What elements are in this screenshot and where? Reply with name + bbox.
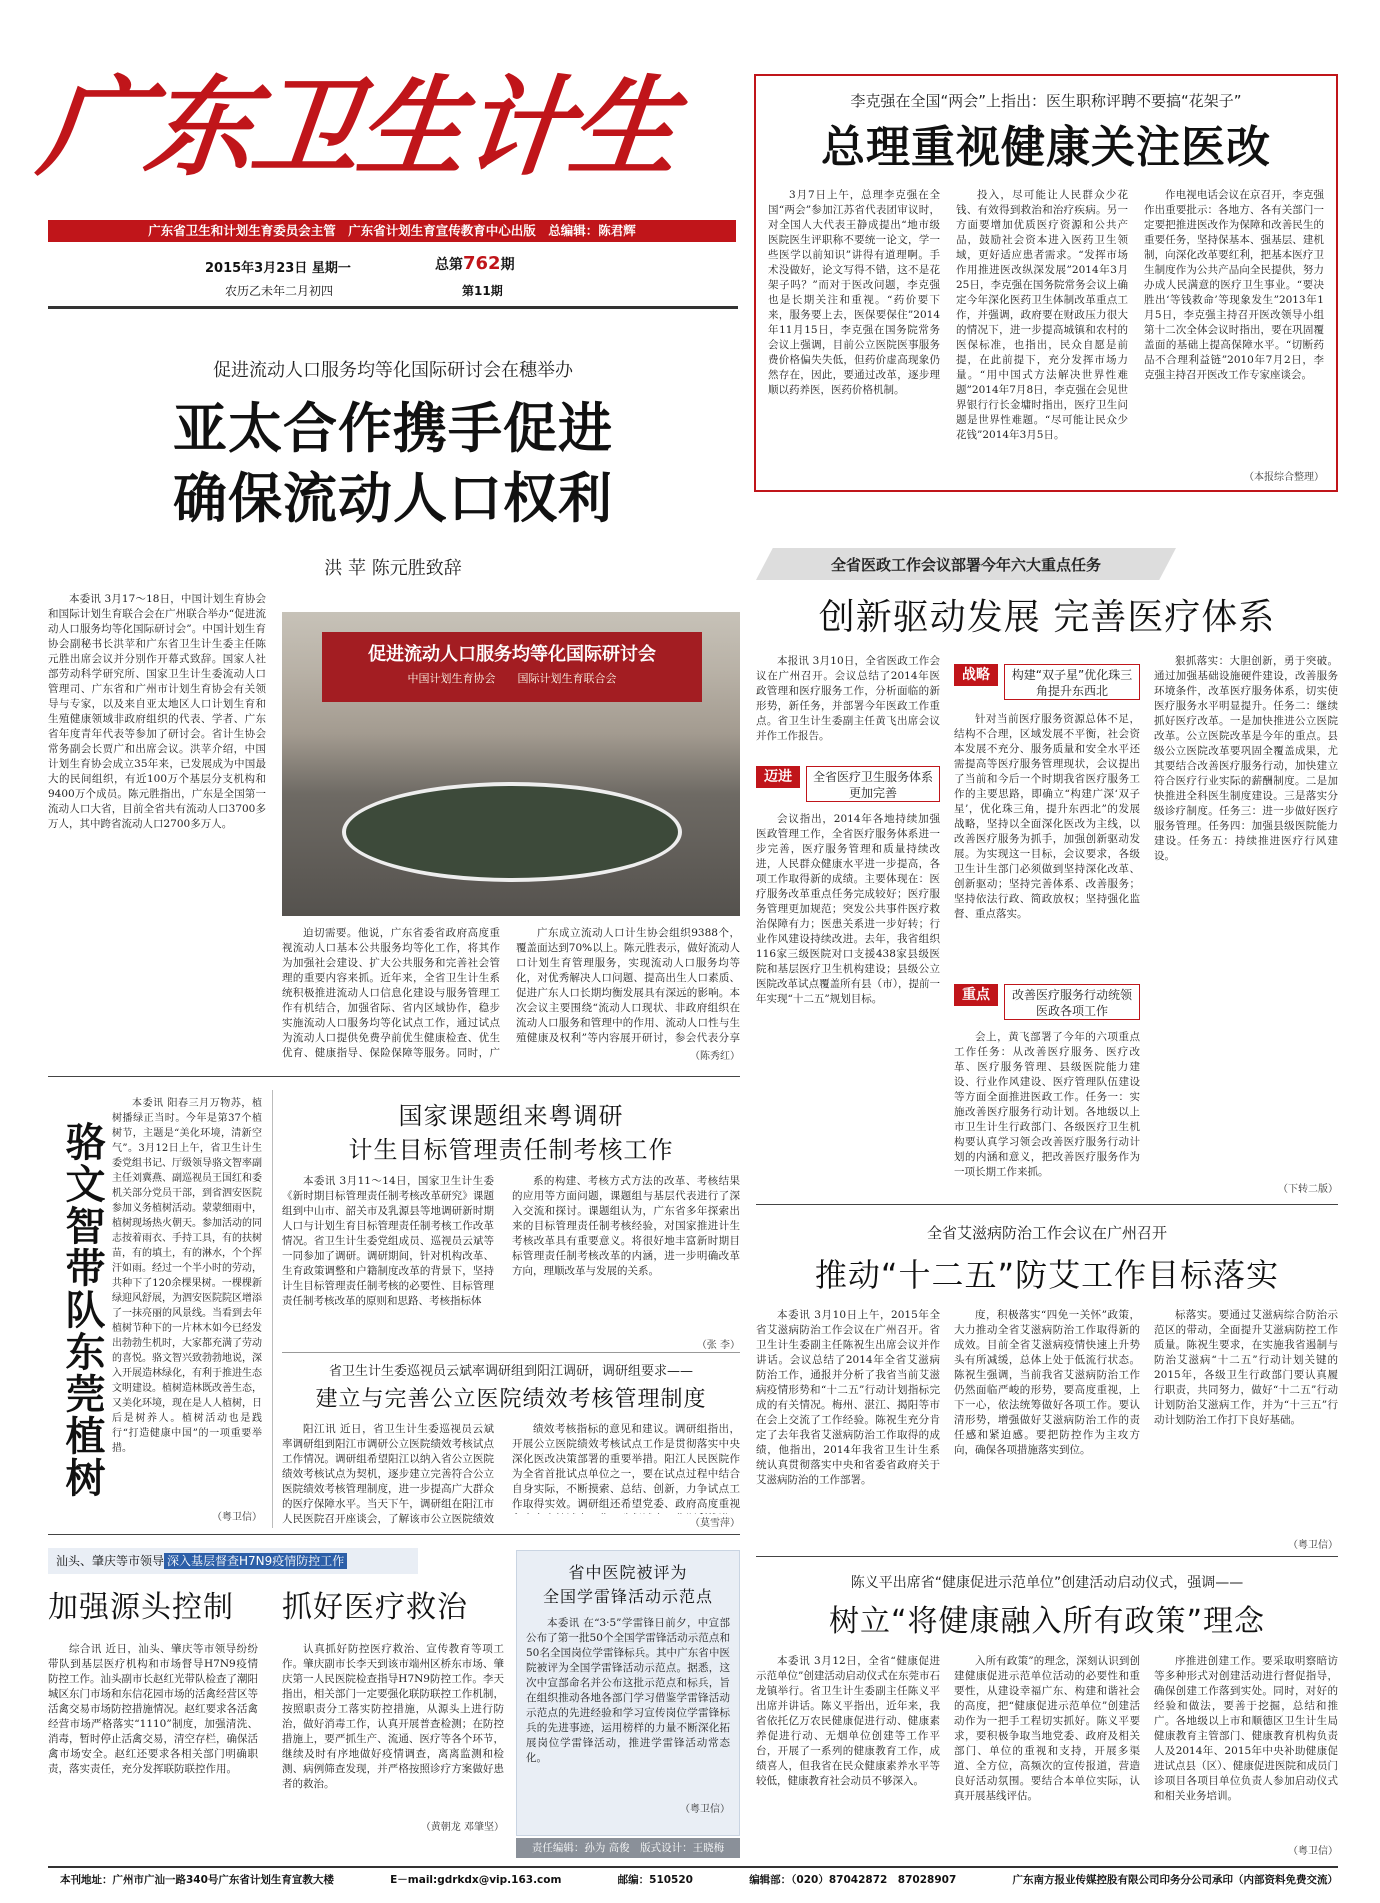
health-col2-text: 入所有政策”的理念，深刻认识到创建健康促进示范单位活动的必要性和重要性，从建设幸福广东、构建和谐社会的高度，把“健康促进示范单位”创建活动作为一把手工程切实抓好。陈义平要求，要积极争取当地党委、政府及相关部门、单位的重视和支持，开展多渠道、全方位，高频次的宣传报道，营造良好活动氛围。要结合本单位实际，认真开展基线评估。 xyxy=(954,1655,1140,1802)
divider xyxy=(48,1076,740,1077)
medical-col3 xyxy=(1154,654,1338,1176)
footer-printer: 广东南方报业传媒控股有限公司印务分公司承印（内部资料免费交流） xyxy=(1012,1874,1338,1886)
footer-email[interactable]: E－mail:gdrkdx@vip.163.com xyxy=(390,1874,562,1886)
lead-story-col3 xyxy=(516,926,740,1044)
h7n9-headline-right: 抓好医疗救治 xyxy=(282,1590,468,1625)
lead-story-col2 xyxy=(282,926,500,1062)
lead-story-headline-2: 确保流动人口权利 xyxy=(173,467,613,530)
h7n9-col1 xyxy=(48,1642,258,1834)
health-col2 xyxy=(954,1654,1140,1858)
top-story-col1 xyxy=(768,188,940,478)
footer-phone: 编辑部：（020）87042872 87028907 xyxy=(749,1874,957,1886)
health-col1 xyxy=(756,1654,940,1858)
leifeng-body xyxy=(526,1616,730,1798)
kpi-story-headline-2: 计生目标管理责任制考核工作 xyxy=(348,1136,674,1164)
lead-story-sign: （陈秀红） xyxy=(690,1051,740,1062)
lead-story-col3-text: 广东成立流动人口计生协会组织9388个，覆盖面达到70%以上。陈元胜表示，做好流动人口计划生育管理服务，实现流动人口服务均等化，对优秀解决人口问题、提高出生人口素质、促进广东人口长期均衡发展具有深远的影响。本次会议主要围绕“流动人口现状、非政府组织在流动人口服务和管理中的作用、流动人口性与生殖健康及权利”等内容展开研讨，参会代表分享 xyxy=(516,927,740,1044)
medical-tag-3: 重点 xyxy=(954,984,998,1006)
issue-no: 762 xyxy=(463,253,501,274)
top-story-col2-text: 投入，尽可能让人民群众少花钱、有效得到救治和治疗疾病。另一方面要增加优质医疗资源和公共产品，鼓励社会资本进入医药卫生领域，更好适应患者需求。“发挥市场作用推进医改纵深发展”2014年3月25日，李克强在国务院常务会议上确定今年深化医药卫生体制改革重点工作，并强调，政府要在财政压力很大的情况下，进一步提高城镇和农村的医保标准，也指出，民众自愿是前提，在此前提下，充分发挥市场力量。“用中国式方法解决世界性难题”2014年7月8日，李克强在会见世界银行行长金墉时指出，医疗卫生问题是世界性难题。“尽可能让民众少花钱”2014年3月5日。 xyxy=(956,189,1128,441)
leifeng-headline-1: 省中医院被评为 xyxy=(568,1563,688,1582)
medical-col2 xyxy=(954,712,1140,974)
lead-story-col1-text: 本委讯 3月17～18日，中国计划生育协会和国际计划生育联合会在广州联合举办“促进流动人口服务均等化国际研讨会”。中国计划生育协会副秘书长洪苹和广东省卫生计生委主任陈元胜出席会议并分别作开幕式致辞。国家人社部劳动科学研究所、国家卫生计生委流动人口管理司、广东省和广州市计划生育协会有关领导与专家，以及来自亚太地区人口计划生育和生殖健康领域非政府组织的代表、学者、广东省年度青年代表等参加了研讨会。省计生协会常务副会长贾广和出席会议。洪苹介绍，中国计划生育协会成立35年来，已发展成为中国最大的民间组织，有近100万个基层分支机构和9400万个成员。陈元胜指出，广东是全国第一流动人口大省，目前全省共有流动人口3700多万人，其中跨省流动人口2700多万人。 xyxy=(48,593,266,830)
h7n9-headline-left: 加强源头控制 xyxy=(48,1590,234,1625)
issue-date: 2015年3月23日 星期一 xyxy=(205,261,351,276)
photo-table xyxy=(342,782,682,882)
divider xyxy=(272,1090,273,1528)
leifeng-sign: （粤卫信） xyxy=(680,1804,730,1815)
side-story-headline-box xyxy=(48,1100,104,1520)
health-headline: 树立“将健康融入所有政策”理念 xyxy=(828,1604,1266,1639)
lead-story-byline: 洪 苹 陈元胜致辞 xyxy=(324,558,462,579)
perf-story-sign: （莫雪萍） xyxy=(690,1518,740,1529)
issue-suffix: 期 xyxy=(500,257,515,273)
masthead-title: 广东卫生计生 xyxy=(33,65,683,191)
medical-tag-3-text: 改善医疗服务行动统领医政各项工作 xyxy=(1004,984,1140,1020)
medical-tag-2: 战略 xyxy=(954,664,998,686)
divider xyxy=(282,1352,740,1353)
health-col3 xyxy=(1154,1654,1338,1840)
masthead-rule xyxy=(48,306,738,309)
perf-story-col2-text: 绩效考核指标的意见和建议。调研组指出，开展公立医院绩效考核试点工作是贯彻落实中央深化医改决策部署的重要举措。阳江人民医院作为全省首批试点单位之一，要在试点过程中结合自身实际，不断摸索、总结、创新，力争试点工作取得实效。调研组还希望党委、政府高度重视 xyxy=(512,1423,740,1510)
divider xyxy=(756,1556,1338,1557)
divider xyxy=(756,1204,1338,1205)
perf-story-col2 xyxy=(512,1422,740,1514)
aids-col3-text: 标落实。要通过艾滋病综合防治示范区的带动，全面提升艾滋病防控工作质量。陈祝生要求，在实施我省遏制与防治艾滋病“十二五”行动计划关键的2015年，各级卫生行政部门要认真履行职责，共同努力，做好“十二五”行动计划防治艾滋病工作，并为“十三五”行动计划防治工作打下良好基础。 xyxy=(1154,1309,1338,1426)
kpi-story-col2 xyxy=(512,1174,740,1334)
medical-col2b xyxy=(954,1030,1140,1196)
health-col3-text: 序推进创建工作。要采取明察暗访等多种形式对创建活动进行督促指导，确保创建工作落到实处。同时，对好的经验和做法，要善于挖掘，总结和推广。各地级以上市和顺德区卫生计生局健康教育主管部门、健康教育机构负责人及2014年、2015年中央补助健康促进试点县（区）、健康促进医院和成员门诊项目各项目单位负责人参加启动仪式和相关业务培训。 xyxy=(1154,1655,1338,1802)
medical-col1-text: 本报讯 3月10日，全省医政工作会议在广州召开。会议总结了2014年医政管理和医疗服务工作，分析面临的新形势，新任务，并部署今年医政工作重点。省卫生计生委副主任黄飞出席会议并作工作报告。 xyxy=(756,655,940,742)
aids-col2-text: 度，积极落实“四免一关怀”政策，大力推动全省艾滋病防治工作取得新的成效。目前全省艾滋病疫情快速上升势头有所减缓，总体上处于低流行状态。陈祝生强调，当前我省艾滋病防治工作仍然面临严峻的形势，要高度重视，上下一心，依法统筹做好各项工作。要认清形势，增强做好艾滋病防治工作的责任感和紧迫感。要把防控作为主攻方向，确保各项措施落实到位。 xyxy=(954,1309,1140,1456)
photo-banner-text: 促进流动人口服务均等化国际研讨会 xyxy=(368,644,656,665)
divider xyxy=(48,1534,740,1535)
top-story-sign: （本报综合整理） xyxy=(1244,472,1324,483)
kpi-story-sign: （张 李） xyxy=(696,1340,740,1351)
side-story-body xyxy=(112,1096,262,1506)
side-story-sign: （粤卫信） xyxy=(212,1512,262,1523)
medical-col1 xyxy=(756,654,940,760)
footer-rule xyxy=(48,1866,1338,1868)
side-story-headline: 骆文智带队东莞植树 xyxy=(59,1121,105,1499)
side-story-text: 本委讯 阳春三月万物苏，植树播绿正当时。今年是第37个植树节，主题是“美化环境，清新空气”。3月12日上午，省卫生计生委党组书记、厅级领导骆文智率副主任刘冀燕、副巡视员王国红和委机关部分党员干部，到省泗安医院参加义务植树活动。蒙蒙细雨中，植树现场热火朝天。参加活动的同志按着雨衣、手持工具，有的扶树苗，有的填土，有的淋水，个个挥汗如雨。经过一个半小时的劳动，共种下了120余棵果树。一棵棵新绿迎风舒展，为泗安医院院区增添了一抹亮丽的风景线。当看到去年植树节种下的一片林木如今已经发出勃勃生机时，大家都充满了劳动的喜悦。骆文智兴致勃勃地说，深入开展造林绿化，有利于推进生态文明建设。植树造林既改善生态，又美化环境，现在是人人植树，日后是树养人。植树活动也是践行“打造健康中国”的一项重要举措。 xyxy=(112,1098,262,1454)
h7n9-kicker-text: 汕头、肇庆等市领导 xyxy=(56,1554,165,1568)
top-story-headline: 总理重视健康关注医改 xyxy=(821,122,1271,173)
lead-story-headline-1: 亚太合作携手促进 xyxy=(173,397,613,460)
conference-photo xyxy=(282,612,740,916)
kpi-story-col2-text: 系的构建、考核方式方法的改革、考核结果的应用等方面问题，课题组与基层代表进行了深入交流和探讨。课题组认为，广东省多年探索出来的目标管理责任制考核经验，对国家推进计生考核改革具有重要意义。将很好地丰富新时期目标管理责任制考核改革的内涵，进一步明确改革方向，理顺改革与发展的关系。 xyxy=(512,1175,740,1277)
aids-col3 xyxy=(1154,1308,1338,1524)
medical-col1b-text: 会议指出，2014年各地持续加强医政管理工作，全省医疗服务体系进一步完善，医疗服务管理和质量持续改进，人民群众健康水平进一步提高，各项工作取得新的成绩。主要体现在：医疗服务改革重点任务完成较好；医疗服务管理更加规范；突发公共事件医疗救治保障有力；医患关系进一步好转；行业作风建设持续改进。去年，我省组织116家三级医院对口支援438家县级医院和基层医疗卫生机构建设；县级公立医院改革试点覆盖所有县（市），提前一年实现“十二五”规划目标。 xyxy=(756,813,940,1005)
medical-col1b xyxy=(756,812,940,1192)
h7n9-col2-text: 认真抓好防控医疗救治、宣传教育等项工作。肇庆副市长李天到该市端州区桥东市场、肇庆第一人民医院检查指导H7N9防控工作。李天指出，相关部门一定要强化联防联控工作机制，按照职责分工落实防控措施，从源头上进行防治，做好消毒工作，认真开展普查检测；在防控措施上，要严抓生产、流通、医疗等各个环节，继续及时有序地做好疫情调查，离离监测和检测、病例筛查发现，并严格按照诊疗方案做好患者的救治。 xyxy=(282,1643,504,1790)
lead-story-col2-text: 迫切需要。他说，广东省委省政府高度重视流动人口基本公共服务均等化工作，将其作为加强社会建设、扩大公共服务和完善社会管理的重要内容来抓。近年来，全省卫生计生系统积极推进流动人口信息化建设与服务管理工作有机结合，加强省际、省内区域协作，稳步实施流动人口服务均等化试点工作，通过试点为流动人口提供免费孕前优生健康检查、优生优育、健康指导、保险保障等服务。同时，广 xyxy=(282,927,500,1059)
lead-story-col1 xyxy=(48,592,266,1062)
kpi-story-col1-text: 本委讯 3月11～14日，国家卫生计生委《新时期目标管理责任制考核改革研究》课题组到中山市、韶关市及乳源县等地调研新时期人口与计划生育目标管理责任制考核工作改革情况。省卫生计生委党组成员、巡视员云斌等一同参加了调研。调研期间，针对机构改革、生育政策调整和户籍制度改革的背景下，坚持计生目标管理责任制考核的必要性、目标管理责任制考核改革的原则和思路、考核指标体 xyxy=(282,1175,494,1307)
leifeng-headline-2: 全国学雷锋活动示范点 xyxy=(542,1587,713,1606)
kpi-story-headline-1: 国家课题组来粤调研 xyxy=(398,1102,624,1130)
medical-col3-text: 狠抓落实：大胆创新，勇于突破。通过加强基础设施硬件建设，改善服务环境条件，改革医疗服务体系，切实使医疗服务水平明显提升。任务二：继续抓好医疗改革。一是加快推进公立医院改革。公立医院改革是今年的重点。县级公立医院改革要巩固全覆盖成果，尤其要结合改善医疗服务行动，加快建立符合医疗行业实际的薪酬制度。二是加快推进全科医生制度建设。三是落实分级诊疗制度。任务三：进一步做好医疗服务管理。任务四：加强县级医院能力建设。任务五：持续推进医疗行风建设。 xyxy=(1154,655,1338,862)
h7n9-sign: （黄朝龙 邓肇坚） xyxy=(420,1822,504,1833)
top-story-col3-text: 作电视电话会议在京召开，李克强作出重要批示：各地方、各有关部门一定要把推进医改作为保障和改善民生的重要任务，坚持保基本、强基层、建机制，向深化改革要红利，把基本医疗卫生制度作为公共产品向全民提供，努力办成人民满意的医疗卫生事业。“要决胜出‘等钱救命’等现象发生”2013年1月5日，李克强主持召开医改领导小组第十二次全体会议时指出，要在巩固覆盖面的基础上提高保障水平。“切断药品不合理利益链”2010年7月2日，李克强主持召开医改工作专家座谈会。 xyxy=(1144,189,1324,381)
h7n9-col1-text: 综合讯 近日，汕头、肇庆等市领导纷纷带队到基层医疗机构和市场督导H7N9疫情防控工作。汕头副市长赵红光带队检查了潮阳城区东门市场和东信花园市场的活禽经营区等活禽交易市场防控措施情况。赵红要求各活禽经营市场严格落实“1110”制度，加强清洗、消毒，暂时停止活禽交易，清空存栏，确保活禽市场安全。赵红还要求各相关部门明确职责，落实责任，充分发挥联防联控作用。 xyxy=(48,1643,258,1775)
medical-kicker: 全省医政工作会议部署今年六大重点任务 xyxy=(830,556,1101,574)
editor-credit: 责任编辑：孙为 高俊 版式设计：王晓梅 xyxy=(516,1838,740,1858)
h7n9-kicker-highlight: 深入基层督查H7N9疫情防控工作 xyxy=(164,1553,347,1569)
issue-prefix: 总第 xyxy=(435,257,463,273)
photo-banner-subtext: 中国计划生育协会 国际计划生育联合会 xyxy=(407,672,617,685)
medical-headline: 创新驱动发展 完善医疗体系 xyxy=(818,597,1276,638)
h7n9-kicker xyxy=(56,1552,347,1569)
medical-tag-2-text: 构建“双子星”优化珠三角提升东西北 xyxy=(1004,664,1140,700)
aids-col1-text: 本委讯 3月10日上午，2015年全省艾滋病防治工作会议在广州召开。省卫生计生委副主任陈祝生出席会议并作讲话。会议总结了2014年全省艾滋病防治工作，通报并分析了我省当前艾滋病疫情形势和“十二五”行动计划指标完成的有关情况。梅州、湛江、揭阳等市在会上交流了工作经验。陈祝生充分肯定了去年我省艾滋病防治工作取得的成绩，他指出，2014年我省卫生计生系统认真贯彻落实中央和省委省政府关于艾滋病防治的工作部署。 xyxy=(756,1309,940,1486)
volume-number: 第11期 xyxy=(462,284,503,298)
medical-col2b-text: 会上，黄飞部署了今年的六项重点工作任务：从改善医疗服务、医疗改革、医疗服务管理、县级医院能力建设、行业作风建设、医疗管理队伍建设等方面全面推进医政工作。任务一：实施改善医疗服务行动计划。各地级以上市卫生计生行政部门、各级医疗卫生机构要认真学习领会改善医疗服务行动计划的内涵和意义，把改善医疗服务作为一项长期工作来抓。 xyxy=(954,1031,1140,1178)
footer-address: 本刊地址：广州市广汕一路340号广东省计划生育宣教大楼 xyxy=(60,1874,334,1886)
medical-tag-1: 迈进 xyxy=(756,766,800,788)
aids-col1 xyxy=(756,1308,940,1548)
top-story-col1-text: 3月7日上午，总理李克强在全国“两会”参加江苏省代表团审议时，对全国人大代表王静成提出“地市级医院医生评职称不要统一论文，学一些医学以前知识”讲得有道理啊。手术没做好，论文写得不错，这不是花架子吗？”而对于医改问题，李克强也是长期关注和重视。“药价要下来，服务要上去，医保要保住”2014年11月15日，李克强在国务院常务会议上强调，目前公立医院医事服务费价格偏失失低，但药价虚高现象仍然存在，因此，要通过改革，逐步理顺以药养医，医药价格机制。 xyxy=(768,189,940,396)
lunar-date: 农历乙未年二月初四 xyxy=(225,284,334,298)
aids-kicker: 全省艾滋病防治工作会议在广州召开 xyxy=(926,1224,1167,1242)
perf-story-kicker: 省卫生计生委巡视员云斌率调研组到阳江调研，调研组要求—— xyxy=(328,1364,693,1379)
aids-sign: （粤卫信） xyxy=(1288,1540,1338,1551)
health-sign: （粤卫信） xyxy=(1288,1846,1338,1857)
perf-story-headline: 建立与完善公立医院绩效考核管理制度 xyxy=(315,1387,707,1412)
top-story-kicker: 李克强在全国“两会”上指出：医生职称评聘不要搞“花架子” xyxy=(850,92,1242,110)
issue-number xyxy=(435,253,515,274)
aids-headline: 推动“十二五”防艾工作目标落实 xyxy=(814,1256,1280,1294)
leifeng-text: 本委讯 在“3·5”学雷锋日前夕，中宣部公布了第一批50个全国学雷锋活动示范点和50名全国岗位学雷锋标兵。其中广东省中医院被评为全国学雷锋活动示范点。据悉，这次中宣部命名并公布这批示范点和标兵，旨在组织推动各地各部门学习借鉴学雷锋活动示范点的先进经验和学习宣传岗位学雷锋标兵的先进事迹，运用榜样的力量不断深化拓展岗位学雷锋活动，推进学雷锋活动常态化。 xyxy=(526,1617,730,1764)
aids-col2 xyxy=(954,1308,1140,1548)
top-story-col2 xyxy=(956,188,1128,478)
perf-story-col1 xyxy=(282,1422,494,1528)
health-col1-text: 本委讯 3月12日，全省“健康促进示范单位”创建活动启动仪式在东莞市石龙镇举行。省卫生计生委副主任陈义平出席并讲话。陈义平指出，近年来，我省依托亿万农民健康促进行动、健康素养促进行动、无烟单位创建等工作平台，开展了一系列的健康教育工作，成绩喜人，但我省在民众健康素养水平等较低，健康教育社会动员不够深入。 xyxy=(756,1655,940,1787)
medical-tag-1-text: 全省医疗卫生服务体系更加完善 xyxy=(806,766,940,802)
h7n9-col2 xyxy=(282,1642,504,1816)
lead-story-kicker: 促进流动人口服务均等化国际研讨会在穗举办 xyxy=(213,360,573,381)
footer xyxy=(60,1872,1338,1892)
footer-postcode: 邮编：510520 xyxy=(617,1874,693,1886)
health-kicker: 陈义平出席省“健康促进示范单位”创建活动启动仪式，强调—— xyxy=(850,1575,1244,1591)
publisher-banner: 广东省卫生和计划生育委员会主管 广东省计划生育宣传教育中心出版 总编辑：陈君辉 xyxy=(48,220,736,242)
kpi-story-col1 xyxy=(282,1174,494,1344)
medical-col2-text: 针对当前医疗服务资源总体不足，结构不合理，区域发展不平衡，社会资本发展不充分、服务质量和安全水平还需提高等医疗服务管理现状，会议提出了当前和今后一个时期我省医疗服务工作的主要思路，即确立“构建广深‘双子星’，优化珠三角，提升东西北”的发展战略，坚持以全面深化医改为主线，以改善医疗服务为抓手，加强创新驱动发展。为实现这一目标，会议要求，各级卫生计生部门必须做到坚持深化改革、创新驱动；坚持完善体系、改善服务；坚持依法行政、简政放权；坚持强化监督、重点落实。 xyxy=(954,713,1140,920)
medical-sign: （下转二版） xyxy=(1278,1184,1338,1195)
perf-story-col1-text: 阳江讯 近日，省卫生计生委巡视员云斌率调研组到阳江市调研公立医院绩效考核试点工作情况。调研组希望阳江以纳入省公立医院绩效考核试点为契机，逐步建立完善符合公立医院绩效考核管理制度，进一步提高广大群众的医疗保障水平。当天下午，调研组在阳江市人民医院召开座谈会，了解该市公立医院绩效 xyxy=(282,1423,494,1525)
top-story-col3 xyxy=(1144,188,1324,466)
